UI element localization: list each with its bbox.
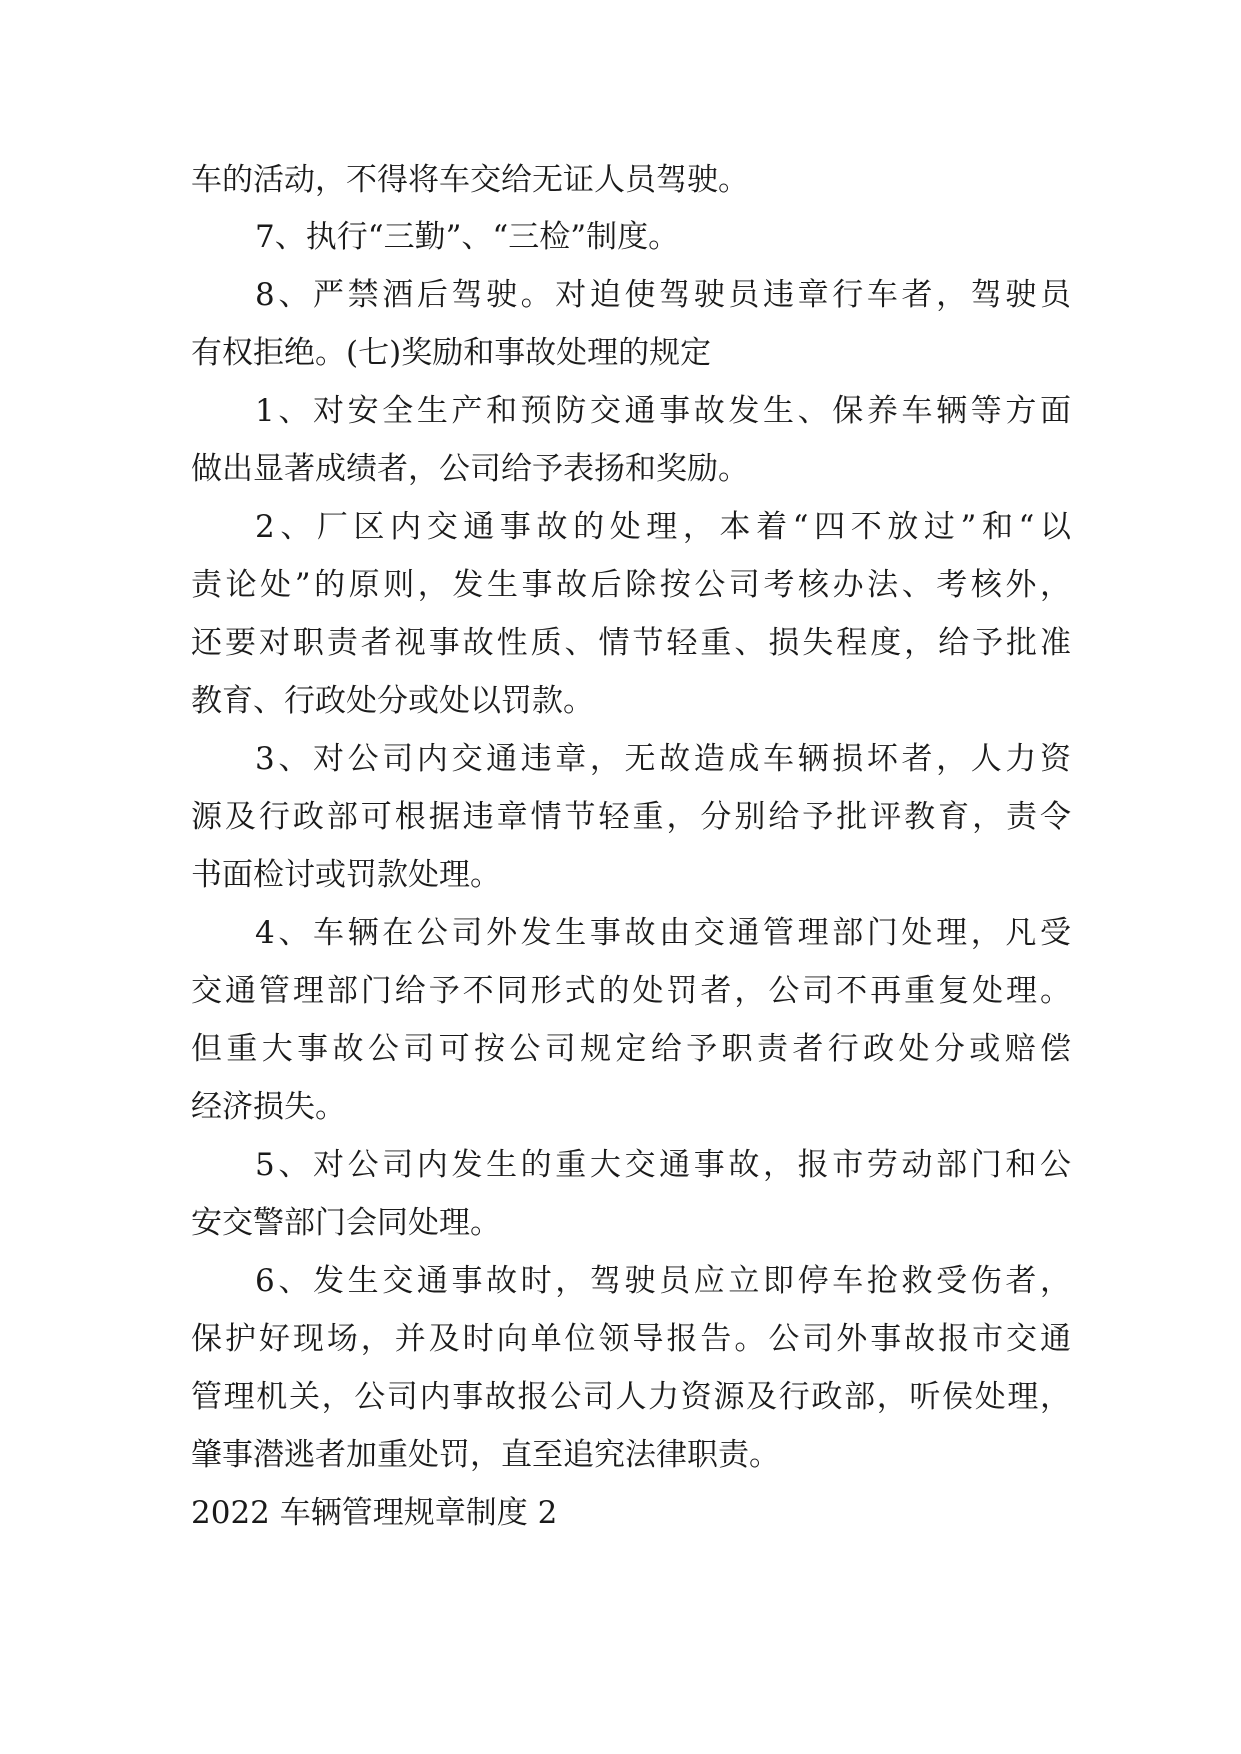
body-line: 7、执行“三勤”、“三检”制度。: [255, 219, 680, 255]
body-line: 源及行政部可根据违章情节轻重，分别给予批评教育，责令: [191, 799, 1071, 835]
body-line: 但重大事故公司可按公司规定给予职责者行政处分或赔偿: [191, 1031, 1071, 1067]
body-line: 车的活动，不得将车交给无证人员驾驶。: [191, 162, 749, 198]
body-line: 有权拒绝。(七)奖励和事故处理的规定: [191, 335, 712, 371]
body-line: 肇事潜逃者加重处罚，直至追究法律职责。: [191, 1437, 780, 1473]
body-line: 6、发生交通事故时，驾驶员应立即停车抢救受伤者，: [255, 1263, 1071, 1299]
body-line: 安交警部门会同处理。: [191, 1205, 501, 1241]
body-line: 书面检讨或罚款处理。: [191, 857, 501, 893]
body-line: 责论处”的原则，发生事故后除按公司考核办法、考核外，: [191, 567, 1071, 603]
body-line: 还要对职责者视事故性质、情节轻重、损失程度，给予批准: [191, 625, 1071, 661]
body-line: 3、对公司内交通违章，无故造成车辆损坏者，人力资: [255, 741, 1071, 777]
body-line: 4、车辆在公司外发生事故由交通管理部门处理，凡受: [255, 915, 1071, 951]
body-line: 教育、行政处分或处以罚款。: [191, 683, 594, 719]
body-line: 交通管理部门给予不同形式的处罚者，公司不再重复处理。: [191, 973, 1071, 1009]
body-line: 5、对公司内发生的重大交通事故，报市劳动部门和公: [255, 1147, 1071, 1183]
body-line: 做出显著成绩者，公司给予表扬和奖励。: [191, 451, 749, 487]
body-line: 经济损失。: [191, 1089, 346, 1125]
body-line: 管理机关，公司内事故报公司人力资源及行政部，听侯处理，: [191, 1379, 1071, 1415]
body-line: 1、对安全生产和预防交通事故发生、保养车辆等方面: [255, 393, 1071, 429]
body-line: 8、严禁酒后驾驶。对迫使驾驶员违章行车者，驾驶员: [255, 277, 1071, 313]
body-line: 2、厂区内交通事故的处理，本着“四不放过”和“以: [255, 509, 1071, 545]
body-line: 保护好现场，并及时向单位领导报告。公司外事故报市交通: [191, 1321, 1071, 1357]
section-heading: 2022 车辆管理规章制度 2: [191, 1495, 558, 1531]
